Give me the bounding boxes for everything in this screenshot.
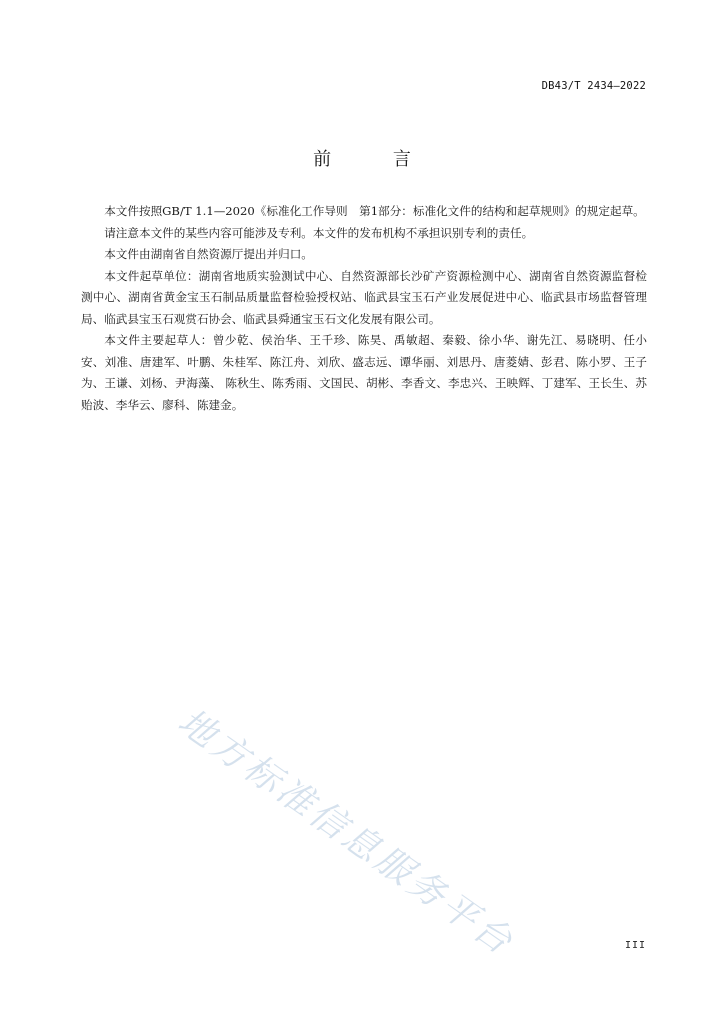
document-code: DB43/T 2434—2022 (541, 80, 646, 92)
page-number: III (624, 940, 646, 951)
paragraph-main-drafters: 本文件主要起草人：曾少乾、侯治华、王千珍、陈昊、禹敏超、秦毅、徐小华、谢先江、易晓明、任小安、刘准、唐建军、叶鹏、朱桂军、陈江舟、刘欣、盛志远、谭华丽、刘思丹、唐菱婧、彭君、陈小罗、王子为、王谦、刘杨、尹海藻、 陈秋生、陈秀雨、文国民、胡彬、李香文、李忠兴、王映辉、丁建军、王长生、苏贻波、李华云、廖科、陈建金。 (81, 333, 647, 412)
paragraph-proposer: 本文件由湖南省自然资源厅提出并归口。 (104, 247, 313, 261)
watermark: 地方标准信息服务平台 (170, 701, 522, 965)
paragraph-patent-notice: 请注意本文件的某些内容可能涉及专利。本文件的发布机构不承担识别专利的责任。 (104, 225, 534, 240)
paragraph-drafting-units: 本文件起草单位：湖南省地质实验测试中心、自然资源部长沙矿产资源检测中心、湖南省自然资源监督检测中心、湖南省黄金宝玉石制品质量监督检验授权站、临武县宝玉石产业发展促进中心、临武县市场监督管理局、临武县宝玉石观赏石协会、临武县舜通宝玉石文化发展有限公司。 (81, 268, 647, 326)
document-body (81, 201, 647, 416)
paragraph-drafting-rules: 本文件按照GB/T 1.1—2020《标准化工作导则 第1部分：标准化文件的结构和起草规则》的规定起草。 (104, 204, 645, 218)
page-title: 前 言 (313, 149, 439, 170)
